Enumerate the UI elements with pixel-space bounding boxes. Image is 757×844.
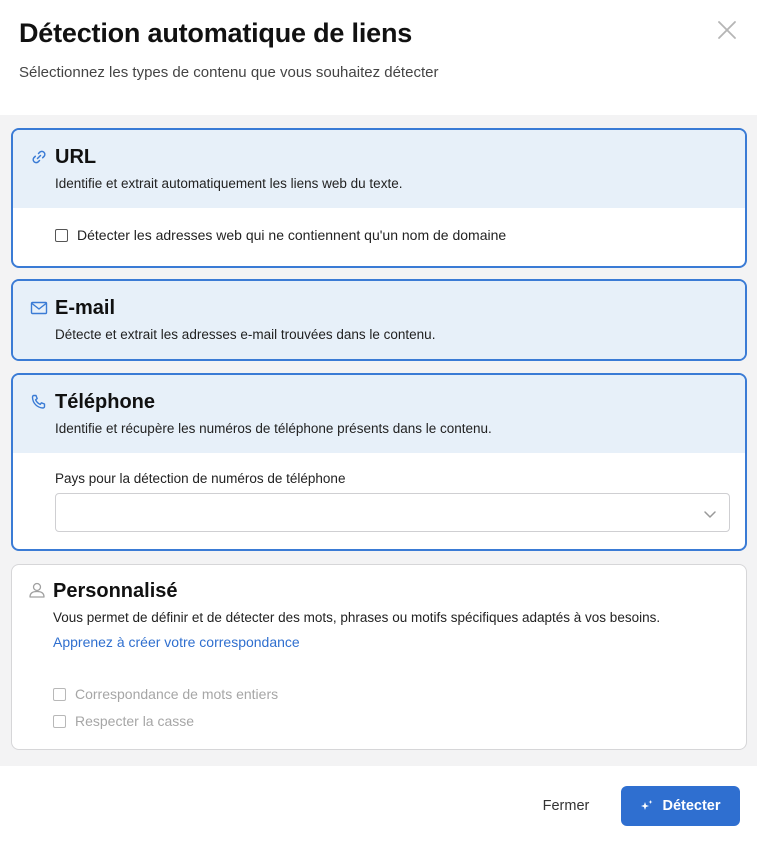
- url-card-title: URL: [55, 146, 97, 168]
- phone-icon: [30, 393, 48, 411]
- dialog-subtitle: Sélectionnez les types de contenu que vous souhaitez détecter: [19, 64, 439, 81]
- whole-words-option[interactable]: [53, 686, 278, 702]
- url-card-header[interactable]: [13, 130, 745, 208]
- detect-button-label: Détecter: [662, 798, 721, 814]
- link-icon: [30, 148, 48, 166]
- country-field-label: Pays pour la détection de numéros de téléphone: [55, 471, 346, 486]
- domain-only-option[interactable]: [55, 227, 506, 243]
- cancel-button[interactable]: Fermer: [526, 786, 606, 826]
- match-case-label: Respecter la casse: [75, 713, 195, 729]
- whole-words-label: Correspondance de mots entiers: [75, 686, 279, 702]
- match-case-checkbox[interactable]: [53, 715, 66, 728]
- email-card-title: E-mail: [55, 297, 116, 319]
- phone-card-header[interactable]: [13, 375, 745, 453]
- phone-card-title: Téléphone: [55, 391, 156, 413]
- mail-icon: [30, 299, 48, 317]
- dialog-footer: [0, 766, 757, 844]
- custom-card-title: Personnalisé: [53, 580, 178, 602]
- domain-only-checkbox[interactable]: [55, 229, 68, 242]
- dialog-title: Détection automatique de liens: [19, 18, 413, 48]
- custom-card-description: Vous permet de définir et de détecter des mots, phrases ou motifs spécifiques adaptés à vos besoins.: [53, 610, 661, 625]
- whole-words-checkbox[interactable]: [53, 688, 66, 701]
- user-icon: [28, 581, 46, 599]
- sparkle-icon: [640, 799, 654, 813]
- close-icon: [716, 19, 738, 41]
- custom-card[interactable]: [11, 564, 747, 750]
- url-card[interactable]: [11, 128, 747, 268]
- learn-custom-match-link[interactable]: Apprenez à créer votre correspondance: [53, 634, 300, 650]
- phone-card[interactable]: [11, 373, 747, 551]
- detect-button[interactable]: [621, 786, 740, 826]
- phone-card-description: Identifie et récupère les numéros de téléphone présents dans le contenu.: [55, 421, 492, 436]
- email-card-header[interactable]: [13, 281, 745, 361]
- dialog-header: [0, 0, 757, 115]
- country-select[interactable]: [55, 493, 730, 532]
- email-card-description: Détecte et extrait les adresses e-mail trouvées dans le contenu.: [55, 327, 436, 342]
- email-card[interactable]: [11, 279, 747, 361]
- match-case-option[interactable]: [53, 713, 194, 729]
- chevron-down-icon: [703, 507, 717, 521]
- dialog-body: [0, 115, 757, 766]
- url-card-description: Identifie et extrait automatiquement les liens web du texte.: [55, 176, 403, 191]
- close-button[interactable]: [716, 19, 738, 41]
- domain-only-label: Détecter les adresses web qui ne contiennent qu'un nom de domaine: [77, 227, 507, 243]
